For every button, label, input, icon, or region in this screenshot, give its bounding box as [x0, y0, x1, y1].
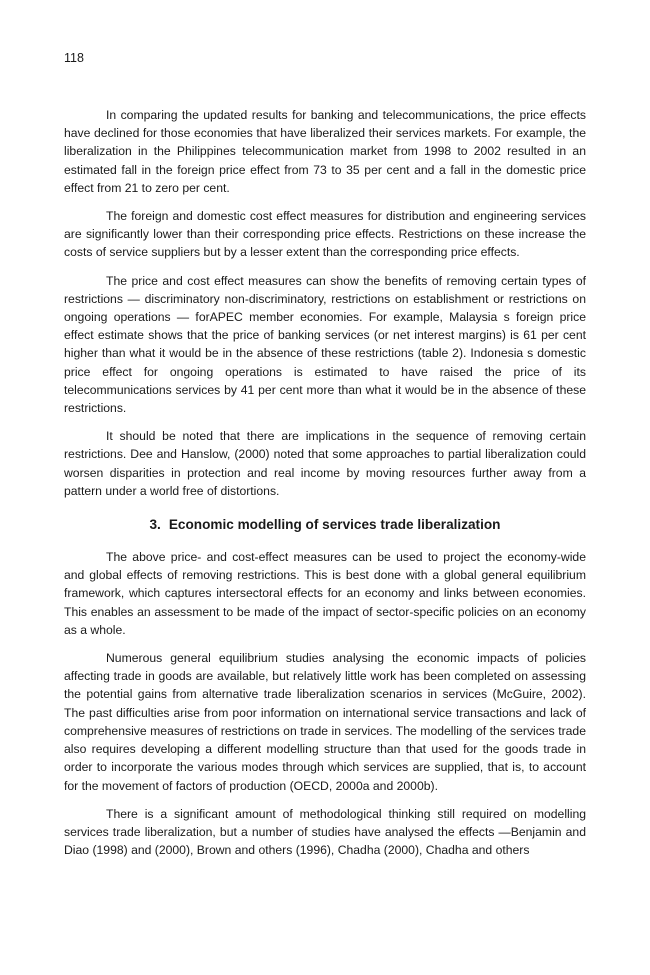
paragraph-updated-results: In comparing the updated results for banking and telecommunications, the price effects have declined for those economies that have liberalized their services markets. For example, the liberalization in the Philippines telecommunication market from 1998 to 2002 resulted in an estimated fall in the foreign price effect from 73 to 35 per cent and a fall in the domestic price effect from 21 to zero per cent. [64, 108, 586, 195]
paragraph-methodological-thinking: There is a significant amount of methodological thinking still required on modelling services trade liberalization, but a number of studies have analysed the effects —Benjamin and Diao (1998) and (2000), Brown and others (1996), Chadha (2000), Chadha and others [64, 806, 586, 858]
paragraph-economy-wide-effects: The above price- and cost-effect measures can be used to project the economy-wide and global effects of removing restrictions. This is best done with a global general equilibrium framework, which captures intersectoral effects for an economy and links between economies. This enables an assessment to be made of the impact of sector-specific policies on an economy as a whole. [64, 550, 586, 637]
page-number: 118 [64, 51, 84, 65]
section-number: 3. [149, 517, 161, 533]
section-heading [64, 516, 586, 534]
paragraph-cost-effect-measures: The foreign and domestic cost effect measures for distribution and engineering services are significantly lower than their corresponding price effects. Restrictions on these increase the costs of service suppliers but by a lesser extent than the corresponding price effects. [64, 209, 586, 260]
section-title: Economic modelling of services trade liberalization [168, 517, 501, 533]
paragraph-general-equilibrium-studies: Numerous general equilibrium studies analysing the economic impacts of policies affecting trade in goods are available, but relatively little work has been completed on assessing the potential gains from alternative trade liberalization scenarios in services (McGuire, 2002). The past difficulties arise from poor information on international service transactions and lack of comprehensive measures of restrictions on trade in services. The modelling of the services trade also requires developing a different modelling structure than that used for the goods trade in order to incorporate the various modes through which services are supplied, that is, to account for the movement of factors of production (OECD, 2000a and 2000b). [64, 651, 586, 793]
paragraph-sequence-of-removal: It should be noted that there are implications in the sequence of removing certain restrictions. Dee and Hanslow, (2000) noted that some approaches to partial liberalization could worsen disparities in protection and real income by moving resources further away from a pattern under a world free of distortions. [64, 429, 586, 498]
paragraph-benefits-of-removing-restrictions: The price and cost effect measures can show the benefits of removing certain types of restrictions — discriminatory non-discriminatory, restrictions on establishment or restrictions on ongoing operations — forAPEC member economies. For example, Malaysia s foreign price effect estimate shows that the price of banking services (or net interest margins) is 61 per cent higher than what it would be in the absence of these restrictions (table 2). Indonesia s domestic price effect for ongoing operations is estimated to have raised the price of its telecommunications services by 41 per cent more than what it would be in the absence of these restrictions. [64, 273, 586, 416]
body-text [64, 106, 586, 869]
